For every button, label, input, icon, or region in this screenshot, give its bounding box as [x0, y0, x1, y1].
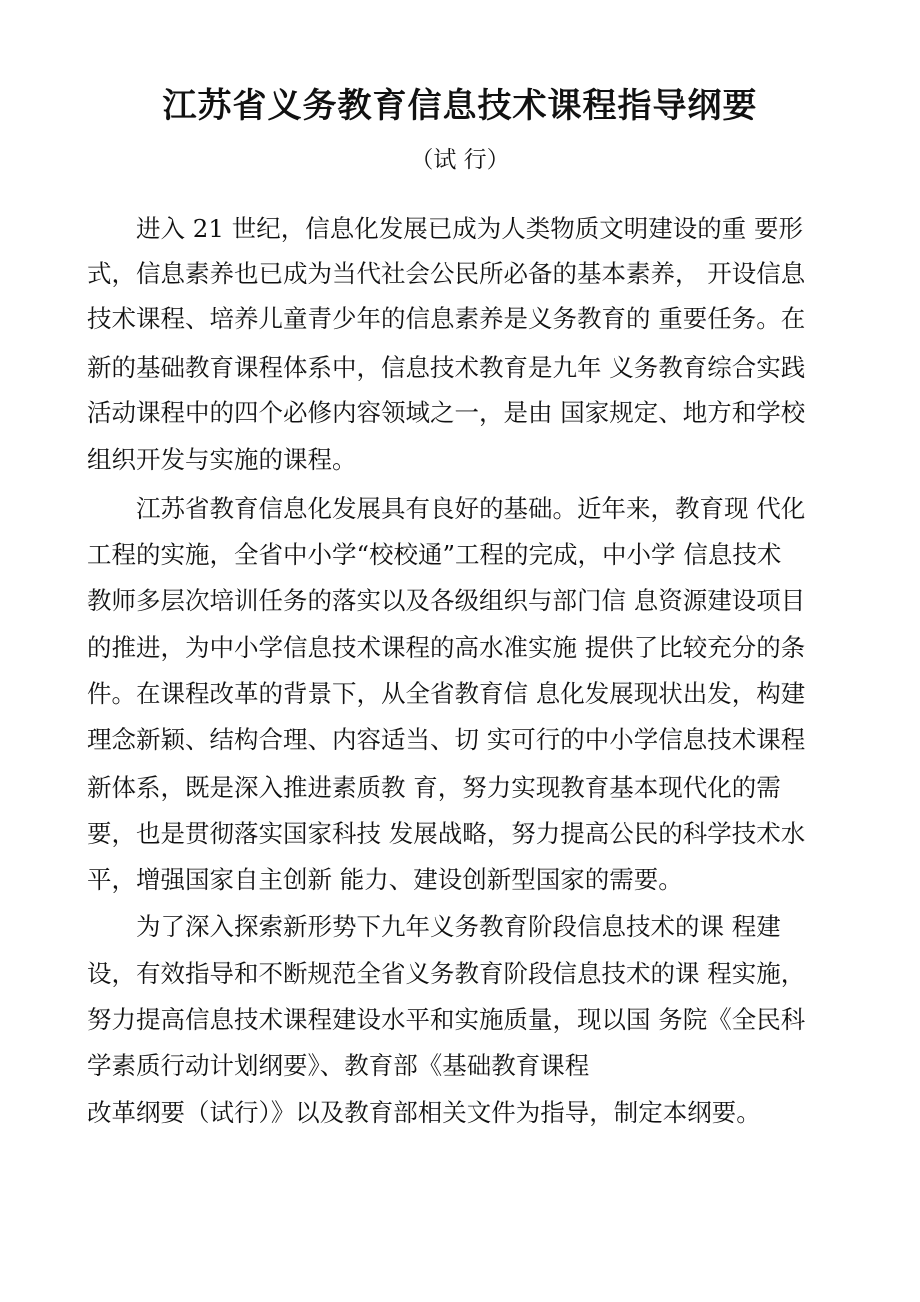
text-line: 努力提高信息技术课程建设水平和实施质量，现以国 务院《全民科 [87, 1005, 806, 1034]
text-line: 平，增强国家自主创新 能力、建设创新型国家的需要。 [87, 865, 683, 894]
text-line: 教师多层次培训任务的落实以及各级组织与部门信 息资源建设项目 [87, 586, 806, 615]
document-subtitle: （试 行） [410, 147, 510, 173]
text-line: 新体系，既是深入推进素质教 育，努力实现教育基本现代化的需 [87, 773, 781, 802]
text-line: 式，信息素养也已成为当代社会公民所必备的基本素养， 开设信息 [87, 259, 806, 288]
text-line: 改革纲要（试行）》以及教育部相关文件为指导，制定本纲要。 [87, 1098, 761, 1127]
text-line: 工程的实施，全省中小学“校校通”工程的完成，中小学 信息技术 [87, 540, 782, 569]
text-line: 新的基础教育课程体系中，信息技术教育是九年 义务教育综合实践 [87, 353, 806, 382]
text-line: 学素质行动计划纲要》、教育部《基础教育课程 [87, 1051, 590, 1080]
text-line: 的推进，为中小学信息技术课程的高水准实施 提供了比较充分的条 [87, 633, 806, 662]
text-line: 设，有效指导和不断规范全省义务教育阶段信息技术的课 程实施， [87, 959, 806, 988]
text-line: 进入 21 世纪，信息化发展已成为人类物质文明建设的重 要形 [87, 214, 804, 243]
text-line: 技术课程、培养儿童青少年的信息素养是义务教育的 重要任务。在 [87, 304, 806, 333]
text-line: 件。在课程改革的背景下，从全省教育信 息化发展现状出发，构建 [87, 679, 806, 708]
text-line: 理念新颖、结构合理、内容适当、切 实可行的中小学信息技术课程 [87, 725, 806, 754]
text-line: 为了深入探索新形势下九年义务教育阶段信息技术的课 程建 [87, 912, 781, 941]
text-line: 江苏省教育信息化发展具有良好的基础。近年来，教育现 代化 [87, 494, 806, 523]
document-title: 江苏省义务教育信息技术课程指导纲要 [162, 86, 758, 126]
text-line: 活动课程中的四个必修内容领域之一，是由 国家规定、地方和学校 [87, 398, 806, 427]
text-line: 组织开发与实施的课程。 [87, 445, 357, 474]
text-line: 要，也是贯彻落实国家科技 发展战略，努力提高公民的科学技术水 [87, 819, 806, 848]
